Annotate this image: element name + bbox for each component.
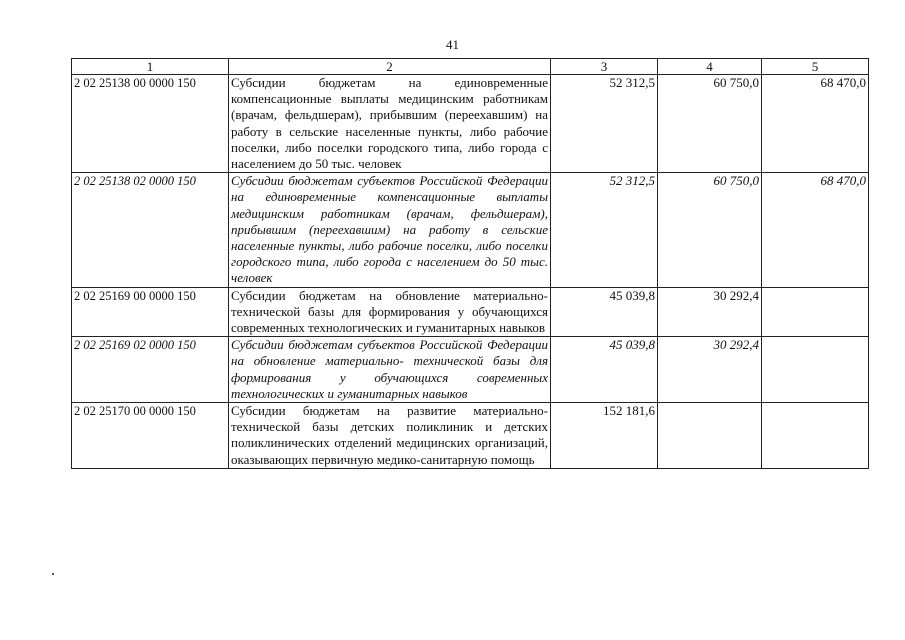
description-cell: Субсидии бюджетам субъектов Российской Федерации на единовременные компенсационные выплаты медицинским работникам (врачам, фельдшерам), прибывшим (переехавшим) на работу в сельские населенные пункты, либо рабочие поселки, либо поселки городского типа, либо города с населением до 50 тыс. человек	[229, 173, 551, 287]
description-cell: Субсидии бюджетам на развитие материально-технической базы детских поликлиник и детских поликлинических отделений медицинских организаций, оказывающих первичную медико-санитарную помощь	[229, 403, 551, 469]
table-header-row	[72, 59, 869, 75]
budget-revenue-table	[71, 58, 869, 469]
amount-col3-cell: 45 039,8	[551, 337, 658, 403]
table-row	[72, 287, 869, 337]
scan-speck	[52, 573, 54, 575]
budget-code-cell: 2 02 25138 00 0000 150	[72, 75, 229, 173]
amount-col5-cell: 68 470,0	[762, 75, 869, 173]
table-row	[72, 403, 869, 469]
amount-col3-cell: 152 181,6	[551, 403, 658, 469]
budget-code-cell: 2 02 25169 02 0000 150	[72, 337, 229, 403]
amount-col3-cell: 52 312,5	[551, 75, 658, 173]
budget-code-cell: 2 02 25170 00 0000 150	[72, 403, 229, 469]
budget-code-cell: 2 02 25169 00 0000 150	[72, 287, 229, 337]
amount-col3-cell: 45 039,8	[551, 287, 658, 337]
amount-col4-cell	[658, 403, 762, 469]
amount-col4-cell: 30 292,4	[658, 337, 762, 403]
amount-col4-cell: 60 750,0	[658, 173, 762, 287]
page-number: 41	[446, 37, 459, 52]
budget-code-cell: 2 02 25138 02 0000 150	[72, 173, 229, 287]
description-cell: Субсидии бюджетам субъектов Российской Федерации на обновление материально- технической базы для формирования у обучающихся современных технологических и гуманитарных навыков	[229, 337, 551, 403]
table-row	[72, 75, 869, 173]
table-row	[72, 337, 869, 403]
column-header-5: 5	[762, 59, 869, 75]
amount-col4-cell: 60 750,0	[658, 75, 762, 173]
amount-col5-cell	[762, 337, 869, 403]
amount-col5-cell	[762, 287, 869, 337]
amount-col5-cell: 68 470,0	[762, 173, 869, 287]
column-header-2: 2	[229, 59, 551, 75]
column-header-4: 4	[658, 59, 762, 75]
table-row	[72, 173, 869, 287]
amount-col3-cell: 52 312,5	[551, 173, 658, 287]
amount-col4-cell: 30 292,4	[658, 287, 762, 337]
amount-col5-cell	[762, 403, 869, 469]
description-cell: Субсидии бюджетам на обновление материально-технической базы для формирования у обучающихся современных технологических и гуманитарных навыков	[229, 287, 551, 337]
column-header-3: 3	[551, 59, 658, 75]
description-cell: Субсидии бюджетам на единовременные компенсационные выплаты медицинским работникам (врачам, фельдшерам), прибывшим (переехавшим) на работу в сельские населенные пункты, либо рабочие поселки, либо поселки городского типа, либо города с населением до 50 тыс. человек	[229, 75, 551, 173]
column-header-1: 1	[72, 59, 229, 75]
